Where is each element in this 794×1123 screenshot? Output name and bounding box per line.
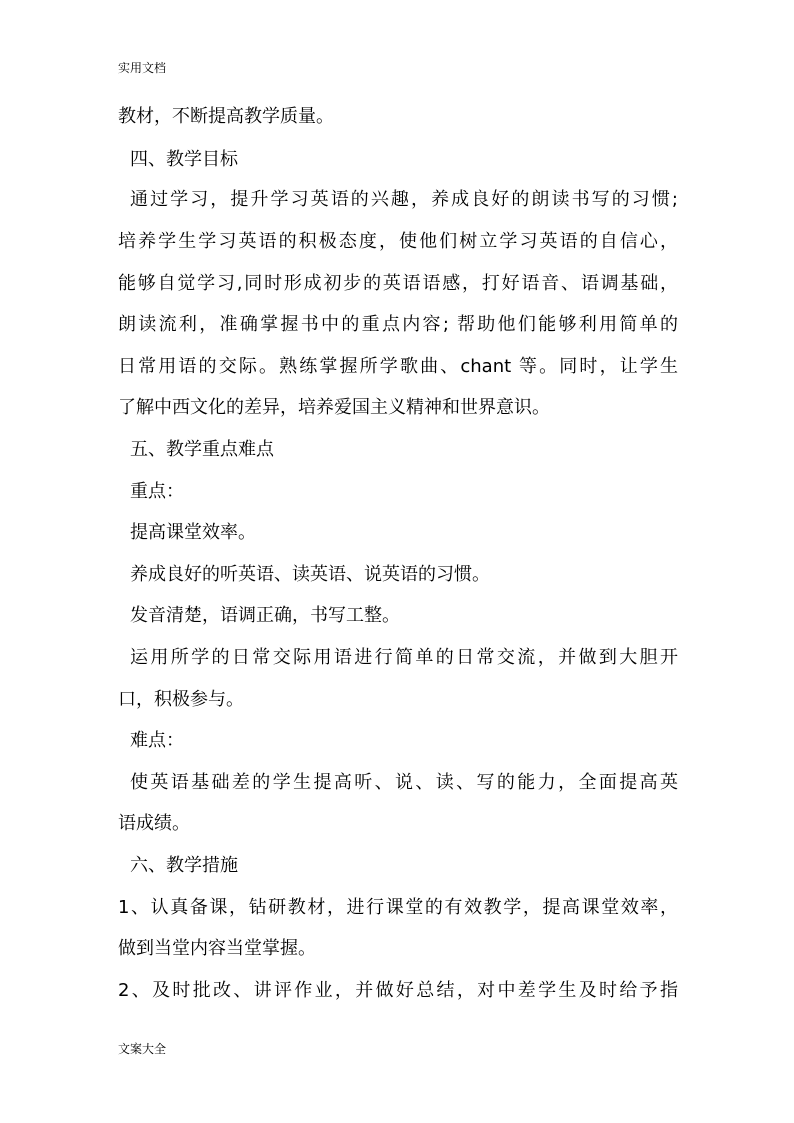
body-line: 运用所学的日常交际用语进行简单的日常交流，并做到大胆开 [130, 647, 678, 668]
body-line: 1、认真备课，钻研教材，进行课堂的有效教学，提高课堂效率， [118, 897, 678, 918]
body-line: 通过学习，提升学习英语的兴趣，养成良好的朗读书写的习惯; [130, 189, 678, 210]
body-line: 能够自觉学习,同时形成初步的英语语感，打好语音、语调基础， [118, 273, 678, 294]
body-line: 2、及时批改、讲评作业，并做好总结，对中差学生及时给予指 [118, 980, 678, 1001]
body-line: 语成绩。 [118, 813, 190, 834]
body-line: 朗读流利，准确掌握书中的重点内容; 帮助他们能够利用简单的 [118, 314, 678, 335]
body-line: 发音清楚，语调正确，书写工整。 [130, 605, 400, 626]
body-line: 日常用语的交际。熟练掌握所学歌曲、chant 等。同时，让学生 [118, 356, 678, 377]
body-line: 培养学生学习英语的积极态度，使他们树立学习英语的自信心， [118, 231, 678, 252]
section-heading: 五、教学重点难点 [130, 439, 274, 460]
subheading: 重点： [130, 481, 184, 502]
body-line: 做到当堂内容当堂掌握。 [118, 938, 316, 959]
body-line: 口，积极参与。 [118, 689, 244, 710]
page-footer-label: 文案大全 [118, 1042, 167, 1056]
page-header-label: 实用文档 [118, 61, 167, 75]
body-line: 教材，不断提高教学质量。 [118, 106, 334, 127]
section-heading: 四、教学目标 [130, 149, 238, 170]
body-line: 养成良好的听英语、读英语、说英语的习惯。 [130, 564, 490, 585]
body-line: 使英语基础差的学生提高听、说、读、写的能力，全面提高英 [130, 772, 678, 793]
body-line: 了解中西文化的差异，培养爱国主义精神和世界意识。 [118, 397, 550, 418]
body-line: 提高课堂效率。 [130, 522, 256, 543]
section-heading: 六、教学措施 [130, 855, 238, 876]
subheading: 难点： [130, 730, 184, 751]
